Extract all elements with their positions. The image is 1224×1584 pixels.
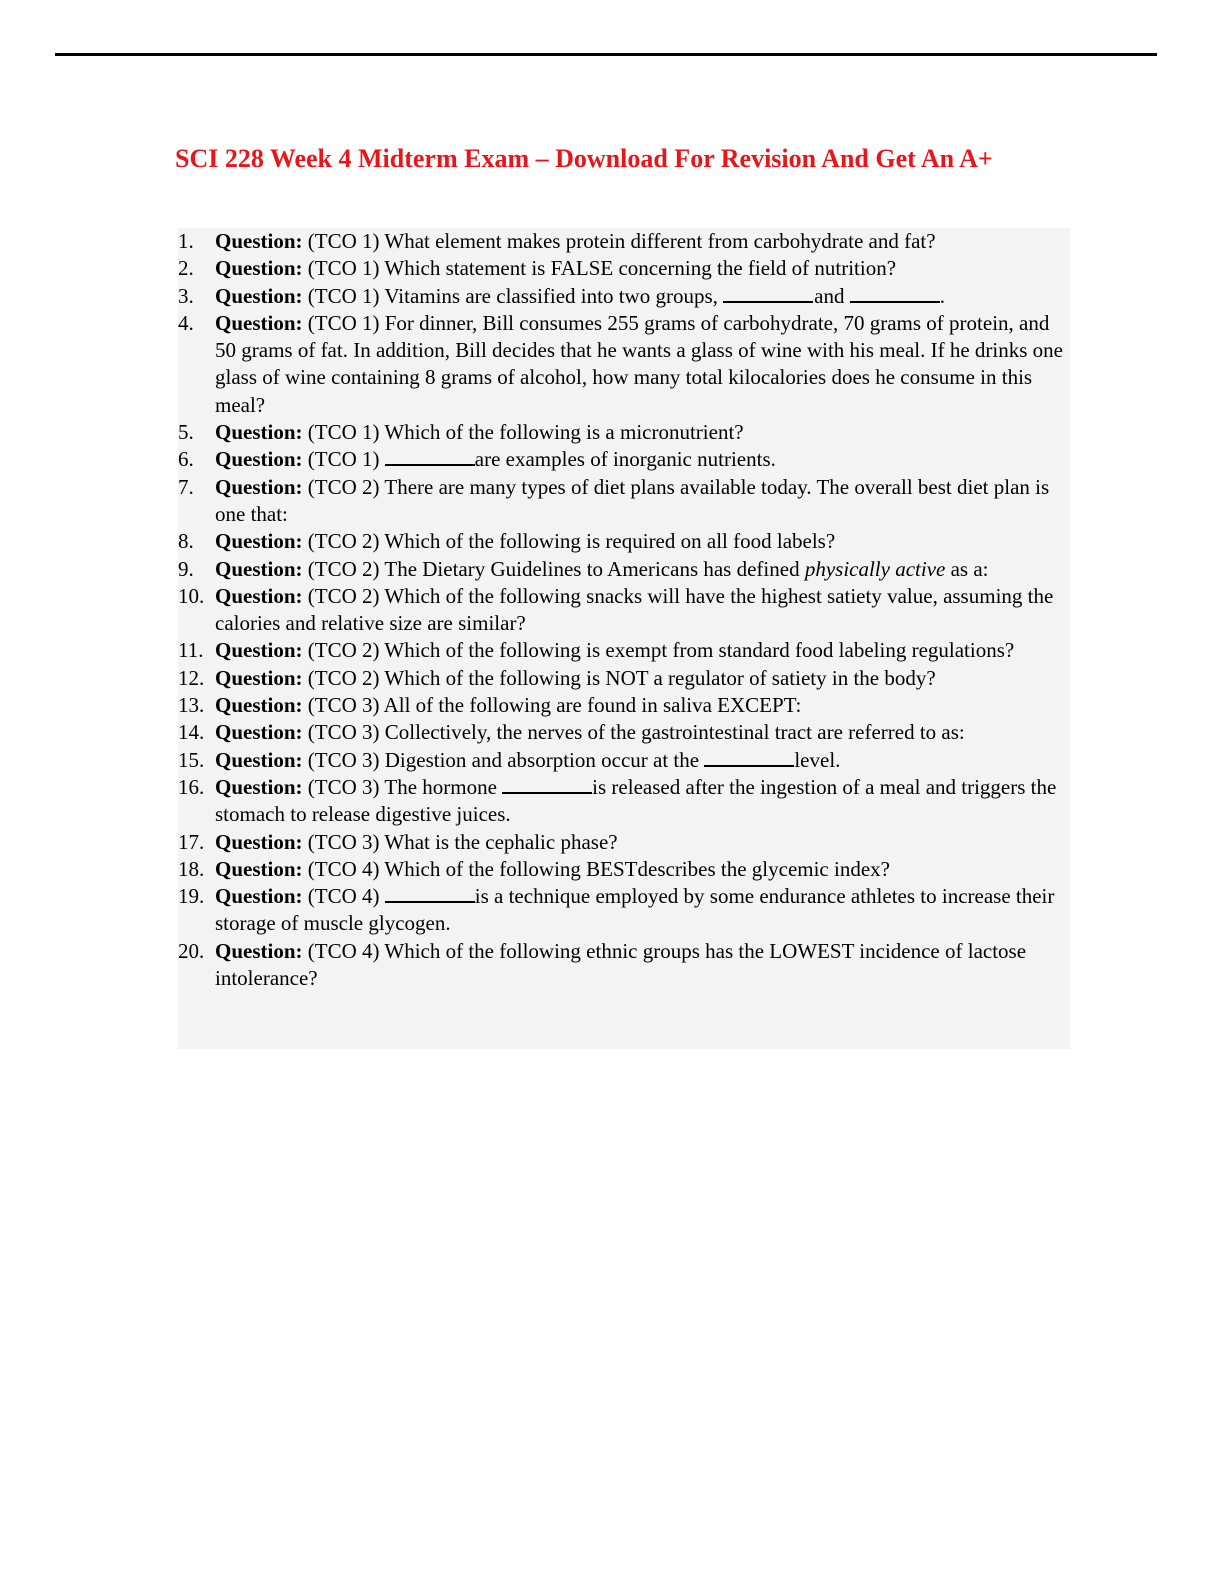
question-text-mid: and: [814, 283, 850, 308]
question-label: Question:: [215, 529, 308, 554]
question-number: 16.: [178, 774, 205, 799]
question-label: Question:: [215, 256, 308, 281]
question-text: (TCO 1) Vitamins are classified into two groups,: [307, 283, 724, 308]
question-text: (TCO 2) There are many types of diet plans available today. The overall best diet plan is one that:: [215, 474, 1050, 526]
question-number: 8.: [178, 529, 194, 554]
question-number: 15.: [178, 747, 205, 772]
question-label: Question:: [215, 829, 308, 854]
question-text: (TCO 1) Which statement is FALSE concerning the field of nutrition?: [307, 256, 897, 281]
question-item-18: [178, 856, 1070, 883]
question-number: 10.: [178, 583, 205, 608]
fill-in-blank: [502, 774, 592, 794]
question-item-12: [178, 665, 1070, 692]
question-item-7: [178, 474, 1070, 529]
question-label: Question:: [215, 638, 308, 663]
question-text: (TCO 4) Which of the following ethnic groups has the LOWEST incidence of lactose intolerance?: [215, 938, 1027, 991]
question-item-19: [178, 883, 1070, 938]
question-label: Question:: [215, 938, 308, 963]
question-number: 13.: [178, 693, 205, 718]
question-text: (TCO 1) What element makes protein different from carbohydrate and fat?: [307, 229, 936, 253]
question-text-end: as a:: [945, 556, 989, 581]
question-item-11: [178, 637, 1070, 664]
question-text: (TCO 3) Digestion and absorption occur at the: [307, 747, 705, 772]
question-number: 17.: [178, 829, 205, 854]
question-number: 4.: [178, 310, 194, 335]
question-item-4: [178, 310, 1070, 419]
question-number: 11.: [178, 638, 204, 663]
question-number: 2.: [178, 256, 194, 281]
question-number: 20.: [178, 938, 205, 963]
question-label: Question:: [215, 665, 308, 690]
top-horizontal-rule: [55, 53, 1157, 56]
question-item-5: [178, 419, 1070, 446]
question-label: Question:: [215, 420, 308, 445]
question-item-13: [178, 692, 1070, 719]
question-text: (TCO 3) What is the cephalic phase?: [307, 829, 618, 854]
question-number: 9.: [178, 556, 194, 581]
question-list-block: [178, 228, 1070, 1049]
question-text: (TCO 4) Which of the following BESTdescribes the glycemic index?: [307, 856, 890, 881]
question-label: Question:: [215, 747, 308, 772]
fill-in-blank: [385, 883, 475, 903]
question-item-20: [178, 938, 1070, 993]
question-item-2: [178, 255, 1070, 282]
question-number: 18.: [178, 856, 205, 881]
question-label: Question:: [215, 856, 308, 881]
question-item-10: [178, 583, 1070, 638]
question-item-15: [178, 747, 1070, 774]
question-text-end: .: [939, 283, 945, 308]
question-label: Question:: [215, 283, 308, 308]
question-number: 1.: [178, 229, 194, 253]
question-text: (TCO 4): [307, 884, 385, 909]
question-item-16: [178, 774, 1070, 829]
question-text-end: is released after the ingestion of a meal and triggers the stomach to release digestive juices.: [215, 774, 1057, 827]
fill-in-blank: [723, 283, 813, 303]
question-text: (TCO 2) Which of the following snacks will have the highest satiety value, assuming the calories and relative size are similar?: [215, 583, 1054, 636]
question-number: 6.: [178, 447, 194, 472]
question-item-17: [178, 829, 1070, 856]
question-text-end: are examples of inorganic nutrients.: [474, 447, 776, 472]
question-text-end: is a technique employed by some endurance athletes to increase their storage of muscle glycogen.: [215, 884, 1055, 936]
question-item-14: [178, 719, 1070, 746]
question-text: (TCO 1) For dinner, Bill consumes 255 grams of carbohydrate, 70 grams of protein, and 50 grams of fat. In addition, Bill decides that he wants a glass of wine with his meal. If he drinks one glass of wine containing 8 grams of alcohol, how many total kilocalories does he consume in this meal?: [215, 310, 1063, 417]
question-text: (TCO 2) Which of the following is exempt from standard food labeling regulations?: [307, 638, 1015, 663]
question-label: Question:: [215, 583, 308, 608]
question-text: (TCO 3) All of the following are found in saliva EXCEPT:: [307, 693, 802, 718]
question-text: (TCO 1): [307, 447, 385, 472]
question-text: (TCO 3) The hormone: [307, 774, 503, 799]
question-label: Question:: [215, 556, 308, 581]
question-text: (TCO 2) Which of the following is NOT a regulator of satiety in the body?: [307, 665, 936, 690]
question-item-9: [178, 556, 1070, 583]
question-item-3: [178, 283, 1070, 310]
question-text-end: level.: [794, 747, 841, 772]
question-number: 5.: [178, 420, 194, 445]
fill-in-blank: [704, 747, 794, 767]
question-text: (TCO 2) Which of the following is required on all food labels?: [307, 529, 836, 554]
question-number: 19.: [178, 884, 205, 909]
question-label: Question:: [215, 474, 308, 499]
question-text: (TCO 3) Collectively, the nerves of the gastrointestinal tract are referred to as:: [307, 720, 965, 745]
question-number: 12.: [178, 665, 205, 690]
question-item-6: [178, 446, 1070, 473]
question-label: Question:: [215, 447, 308, 472]
question-list: [178, 228, 1070, 992]
question-label: Question:: [215, 774, 308, 799]
question-label: Question:: [215, 229, 308, 253]
question-text: (TCO 1) Which of the following is a micronutrient?: [307, 420, 744, 445]
question-number: 3.: [178, 283, 194, 308]
question-number: 7.: [178, 474, 194, 499]
fill-in-blank: [385, 446, 475, 466]
document-title: SCI 228 Week 4 Midterm Exam – Download For Revision And Get An A+: [175, 144, 993, 173]
question-label: Question:: [215, 884, 308, 909]
question-text: (TCO 2) The Dietary Guidelines to Americans has defined: [307, 556, 805, 581]
question-item-1: [178, 228, 1070, 255]
question-label: Question:: [215, 693, 308, 718]
emphasized-term: physically active: [804, 556, 946, 581]
question-label: Question:: [215, 310, 308, 335]
question-label: Question:: [215, 720, 308, 745]
question-number: 14.: [178, 720, 205, 745]
question-item-8: [178, 528, 1070, 555]
fill-in-blank: [850, 283, 940, 303]
